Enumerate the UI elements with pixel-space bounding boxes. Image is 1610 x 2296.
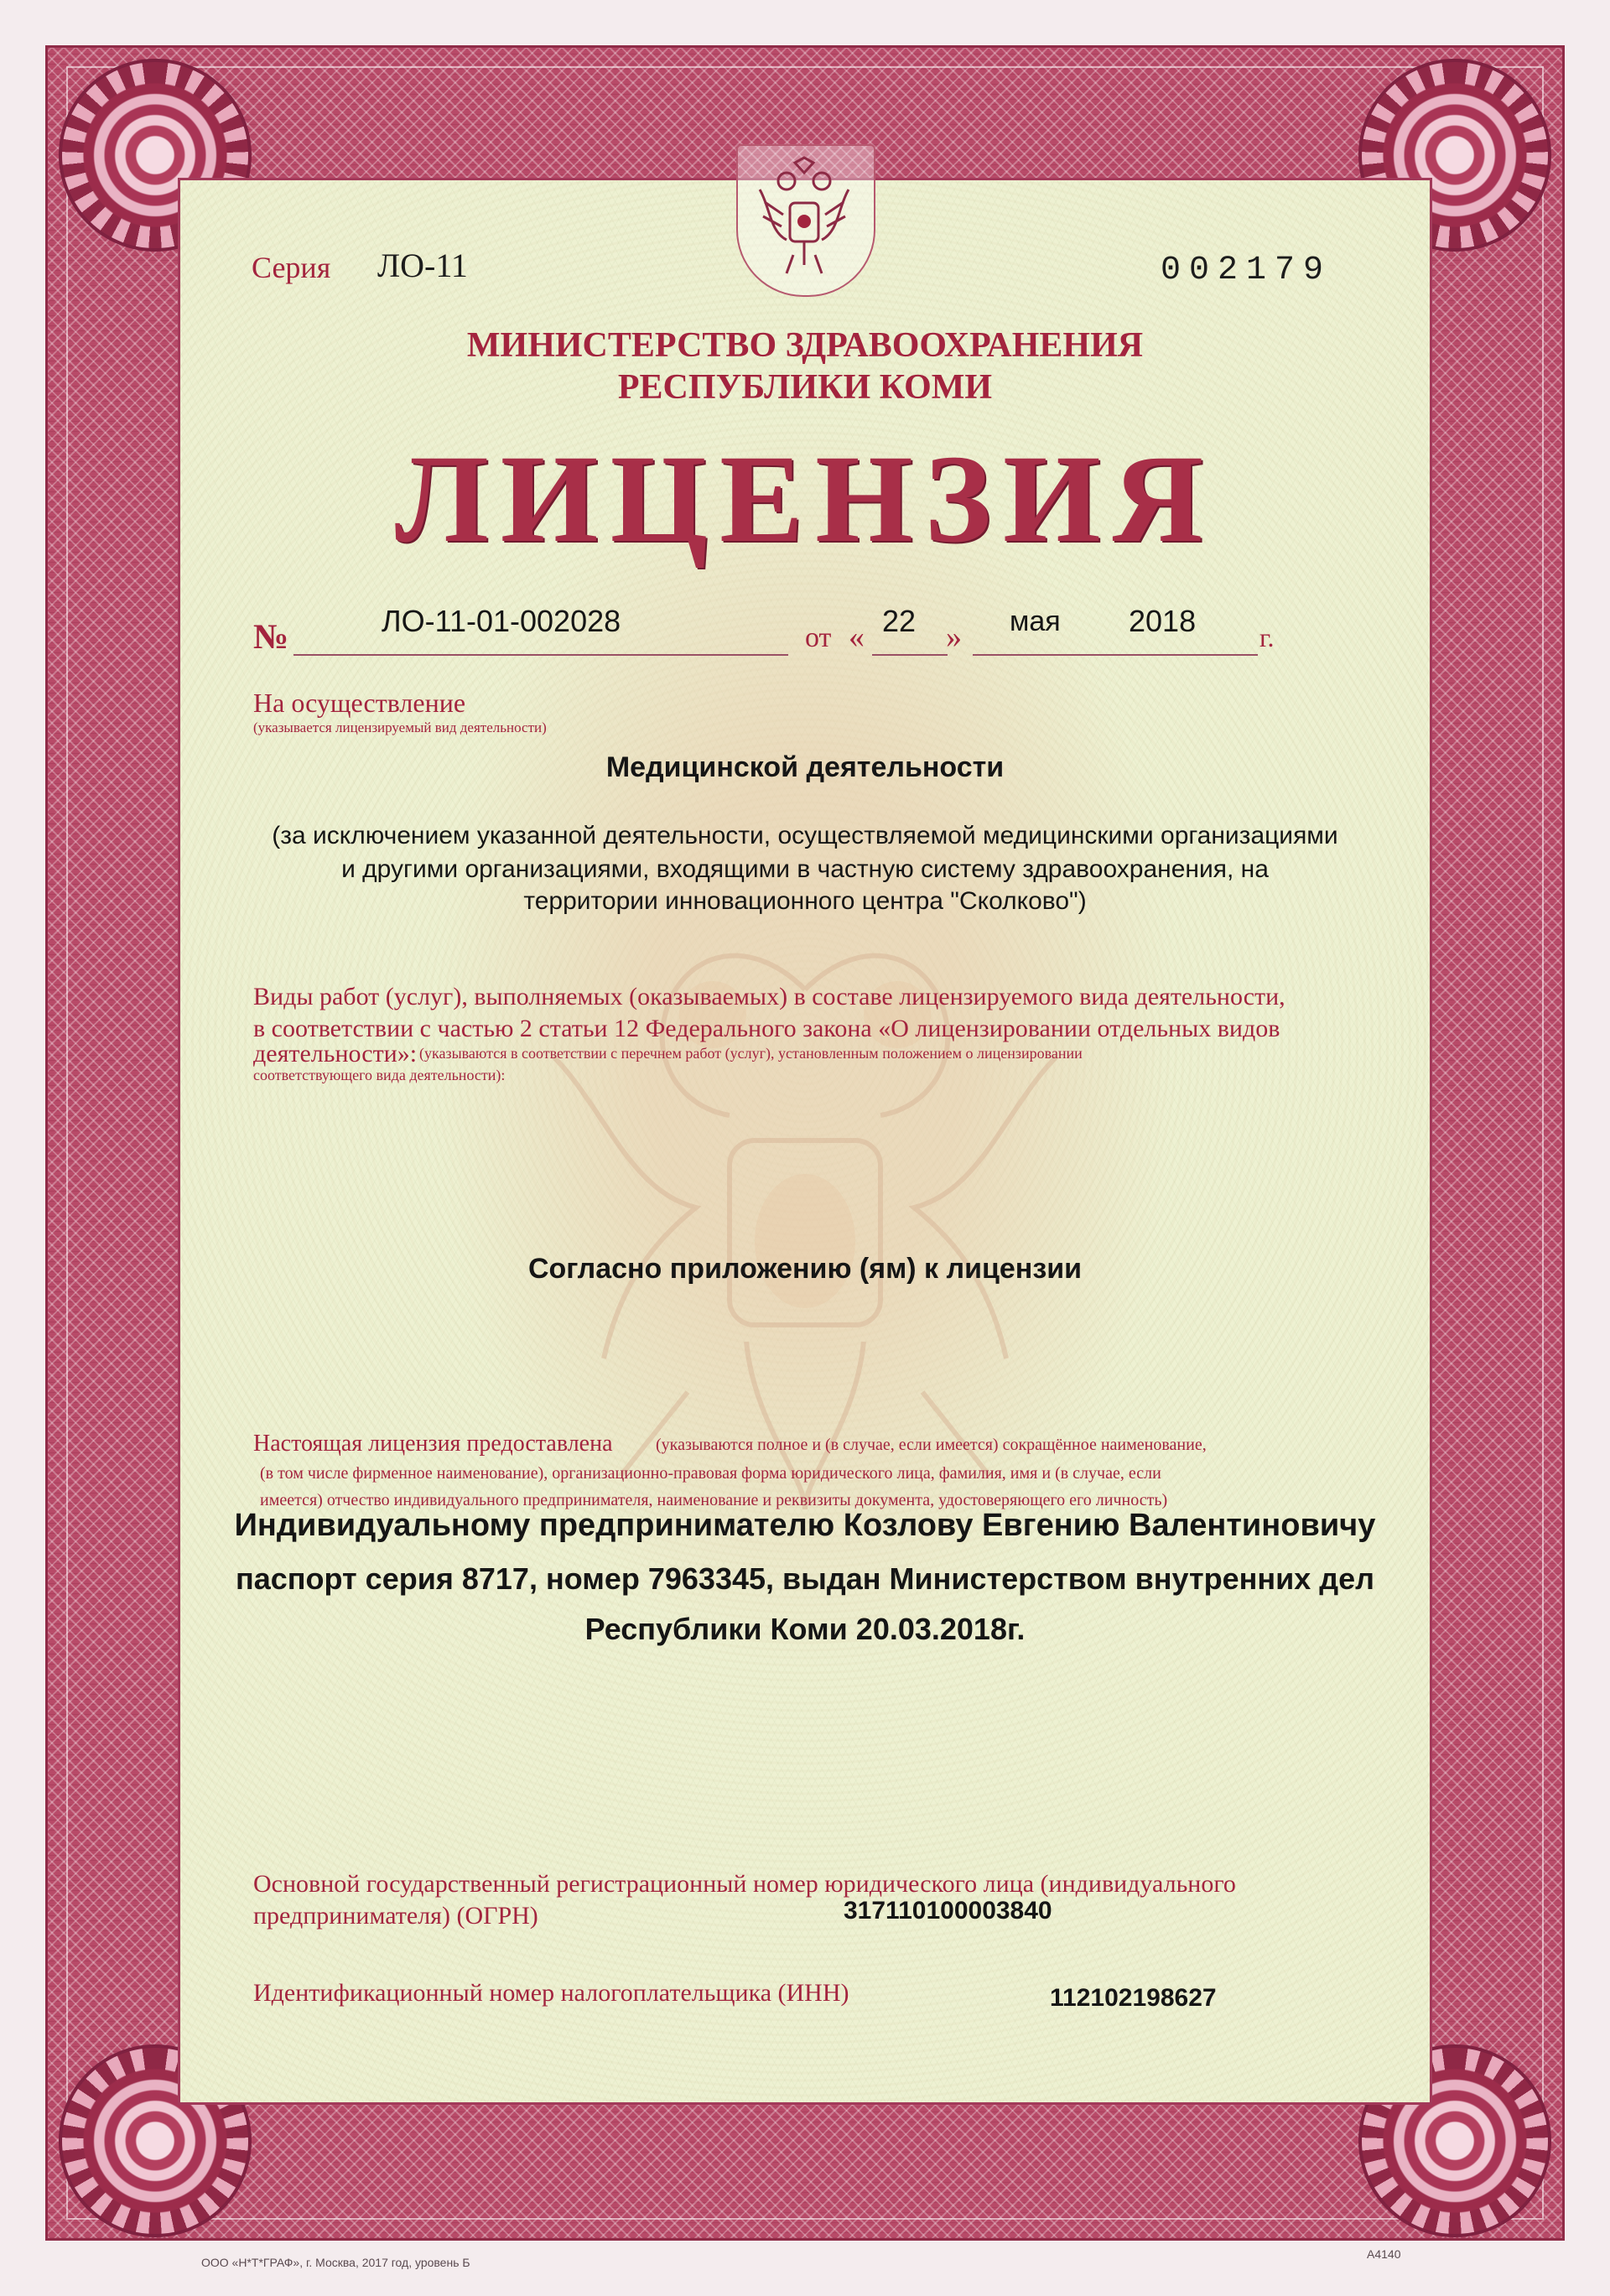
license-year: 2018 [1129, 604, 1197, 638]
serial-number: 002179 [1161, 252, 1332, 289]
holder-label: Настоящая лицензия предоставлена [253, 1431, 613, 1457]
works-line2: в соответствии с частью 2 статьи 12 Федерального закона «О лицензировании отдельных видов [253, 1015, 1280, 1042]
license-number-underline [293, 654, 788, 656]
ogrn-label-line2: предпринимателя) (ОГРН) [253, 1902, 538, 1930]
holder-name-line2: паспорт серия 8717, номер 7963345, выдан Министерством внутренних дел [236, 1561, 1374, 1596]
date-prefix: от [805, 622, 832, 653]
works-line3-main: деятельности»: [253, 1040, 418, 1067]
works-line3-hint: (указываются в соответствии с перечнем работ (услуг), установленным положением о лицензировании [419, 1045, 1083, 1062]
holder-name-line3: Республики Коми 20.03.2018г. [584, 1612, 1026, 1646]
date-quote-close: » [946, 620, 962, 655]
ogrn-value: 317110100003840 [844, 1897, 1052, 1925]
holder-hint-line3: имеется) отчество индивидуального предпринимателя, наименование и реквизиты документа, удостоверяющего его личность) [260, 1491, 1168, 1509]
license-number-label: № [253, 618, 289, 657]
activity-details-line3: территории инновационного центра "Сколково") [523, 887, 1087, 915]
holder-hint-line2: (в том числе фирменное наименование), организационно-правовая форма юридического лица, фамилия, имя и (в случае, если [260, 1464, 1161, 1483]
printer-imprint: ООО «Н*Т*ГРАФ», г. Москва, 2017 год, уровень Б [201, 2256, 470, 2269]
series-value: ЛО-11 [377, 247, 468, 284]
license-month: мая [1010, 605, 1061, 637]
activity-details-line2: и другими организациями, входящими в частную систему здравоохранения, на [341, 855, 1269, 883]
month-year-underline [973, 654, 1258, 656]
works-value: Согласно приложению (ям) к лицензии [527, 1253, 1083, 1285]
inn-value: 112102198627 [1050, 1984, 1217, 2012]
ministry-title-line2: РЕСПУБЛИКИ КОМИ [617, 368, 993, 407]
date-quote-open: « [849, 620, 865, 655]
activity-details-line1: (за исключением указанной деятельности, осуществляемой медицинскими организациями [272, 822, 1338, 849]
activity-hint: (указывается лицензируемый вид деятельности) [253, 719, 547, 735]
coat-of-arms-icon [753, 156, 855, 282]
year-suffix: г. [1259, 622, 1275, 652]
holder-name-line1: Индивидуальному предпринимателю Козлову Евгению Валентиновичу [234, 1508, 1376, 1543]
ogrn-label-line1: Основной государственный регистрационный номер юридического лица (индивидуального [253, 1870, 1236, 1898]
works-line4-hint: соответствующего вида деятельности): [253, 1067, 506, 1083]
ministry-title-line1: МИНИСТЕРСТВО ЗДРАВООХРАНЕНИЯ [466, 326, 1144, 365]
document-title: ЛИЦЕНЗИЯ [394, 429, 1215, 569]
form-code: А4140 [1367, 2247, 1401, 2261]
activity-name: Медицинской деятельности [605, 751, 1005, 783]
series-label: Серия [252, 251, 331, 284]
works-line1: Виды работ (услуг), выполняемых (оказываемых) в составе лицензируемого вида деятельности, [253, 983, 1285, 1010]
day-underline [872, 654, 948, 656]
inn-label: Идентификационный номер налогоплательщика (ИНН) [253, 1979, 849, 2007]
license-day: 22 [882, 604, 917, 638]
holder-hint-line1: (указываются полное и (в случае, если имеется) сокращённое наименование, [656, 1436, 1207, 1454]
license-number-value: ЛО-11-01-002028 [382, 604, 621, 638]
activity-label: На осуществление [253, 688, 466, 718]
